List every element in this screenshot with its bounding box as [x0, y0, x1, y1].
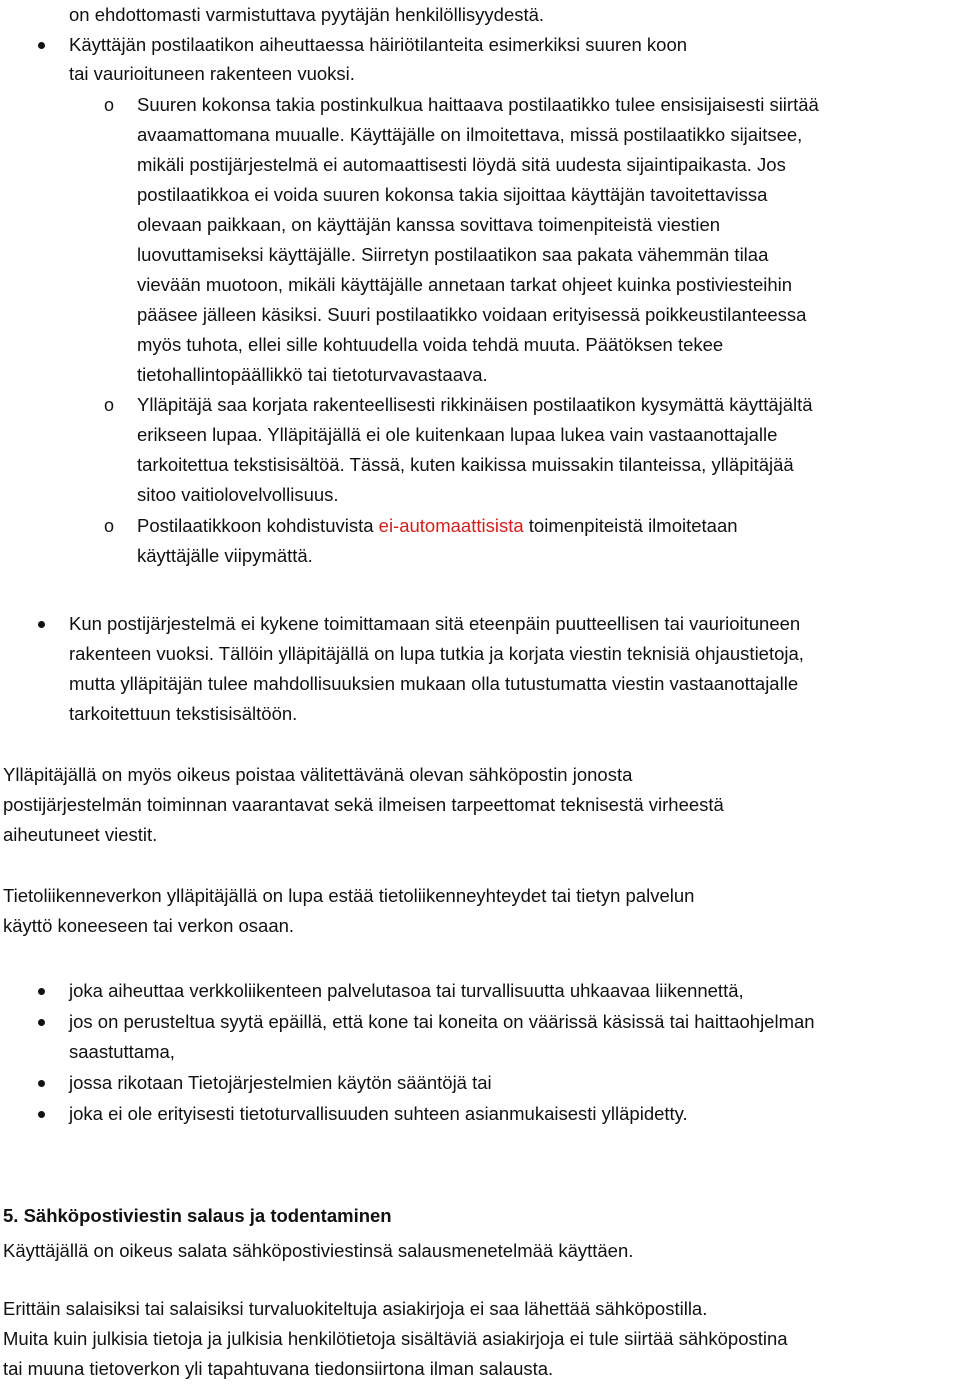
sub-item-line: mikäli postijärjestelmä ei automaattisesti löydä sitä uudesta sijaintipaikasta. Jos: [137, 154, 786, 175]
section-line: tai muuna tietoverkon yli tapahtuvana tiedonsiirtona ilman salausta.: [3, 1358, 554, 1379]
bullet-dot-icon: [38, 1080, 45, 1087]
bullet-dot-icon: [38, 42, 45, 49]
paragraph-line: Ylläpitäjällä on myös oikeus poistaa välitettävänä olevan sähköpostin jonosta: [3, 764, 633, 785]
sub-item-line: Ylläpitäjä saa korjata rakenteellisesti rikkinäisen postilaatikon kysymättä käyttäjältä: [137, 394, 813, 415]
section-line: Muita kuin julkisia tietoja ja julkisia henkilötietoja sisältäviä asiakirjoja ei tule siirtää sähköpostina: [3, 1328, 788, 1349]
highlighted-term: ei-automaattisista: [378, 515, 524, 536]
mailbox-bullet-line: Käyttäjän postilaatikon aiheuttaessa häiriötilanteita esimerkiksi suuren koon: [69, 34, 688, 55]
sub-item-line: vievään muotoon, mikäli käyttäjälle annetaan tarkat ohjeet kuinka postiviesteihin: [137, 274, 793, 295]
paragraph-line: postijärjestelmän toiminnan vaarantavat sekä ilmeisen tarpeettomat teknisestä virheestä: [3, 794, 724, 815]
sub-item-line: postilaatikkoa ei voida suuren kokonsa takia sijoittaa käyttäjän tavoitettavissa: [137, 184, 768, 205]
bullet-dot-icon: [38, 621, 45, 628]
sub-item-text: Postilaatikkoon kohdistuvista: [137, 515, 379, 536]
paragraph-line: aiheutuneet viestit.: [3, 824, 158, 845]
intro-line: on ehdottomasti varmistuttava pyytäjän henkilöllisyydestä.: [69, 4, 545, 25]
sub-item-line: tietohallintopäällikkö tai tietoturvavastaava.: [137, 364, 488, 385]
sub-item-line: käyttäjälle viipymättä.: [137, 545, 313, 566]
mailbox-bullet-line: tai vaurioituneen rakenteen vuoksi.: [69, 63, 355, 84]
sub-item-text: toimenpiteistä ilmoitetaan: [523, 515, 738, 536]
sub-item-line: sitoo vaitiolovelvollisuus.: [137, 484, 339, 505]
section-line: Erittäin salaisiksi tai salaisiksi turvaluokiteltuja asiakirjoja ei saa lähettää sähköpostilla.: [3, 1298, 708, 1319]
delivery-line: rakenteen vuoksi. Tällöin ylläpitäjällä on lupa tutkia ja korjata viestin teknisiä ohjaustietoja,: [69, 643, 804, 664]
circle-bullet-icon: o: [104, 95, 115, 115]
network-bullet-line: saastuttama,: [69, 1041, 175, 1062]
circle-bullet-icon: o: [104, 516, 115, 536]
bullet-dot-icon: [38, 1019, 45, 1026]
network-bullet-line: joka ei ole erityisesti tietoturvallisuuden suhteen asianmukaisesti ylläpidetty.: [69, 1103, 688, 1124]
sub-item-line: Suuren kokonsa takia postinkulkua haittaava postilaatikko tulee ensisijaisesti siirtää: [137, 94, 819, 115]
sub-item-line: olevaan paikkaan, on käyttäjän kanssa sovittava toimenpiteistä viestien: [137, 214, 721, 235]
paragraph-line: käyttö koneeseen tai verkon osaan.: [3, 915, 295, 936]
bullet-dot-icon: [38, 988, 45, 995]
sub-item-line: tarkoitettua tekstisisältöä. Tässä, kuten kaikissa muissakin tilanteissa, ylläpitäjää: [137, 454, 794, 475]
sub-item-line: myös tuhota, ellei sille kohtuudella voida tehdä muuta. Päätöksen tekee: [137, 334, 724, 355]
network-bullet-line: jos on perusteltua syytä epäillä, että kone tai koneita on väärissä käsissä tai haittaohjelman: [69, 1011, 815, 1032]
paragraph-line: Tietoliikenneverkon ylläpitäjällä on lupa estää tietoliikenneyhteydet tai tietyn palvelun: [3, 885, 695, 906]
sub-item-line: pääsee jälleen käsiksi. Suuri postilaatikko voidaan erityisessä poikkeustilanteessa: [137, 304, 807, 325]
sub-item-line: avaamattomana muualle. Käyttäjälle on ilmoitettava, missä postilaatikko sijaitsee,: [137, 124, 803, 145]
delivery-line: mutta ylläpitäjän tulee mahdollisuuksien mukaan olla tutustumatta viestin vastaanottajalle: [69, 673, 799, 694]
section-line: Käyttäjällä on oikeus salata sähköpostiviestinsä salausmenetelmää käyttäen.: [3, 1240, 634, 1261]
network-bullet-line: joka aiheuttaa verkkoliikenteen palvelutasoa tai turvallisuutta uhkaavaa liikennettä,: [69, 980, 744, 1001]
section-heading: 5. Sähköpostiviestin salaus ja todentaminen: [3, 1205, 392, 1226]
network-bullet-line: jossa rikotaan Tietojärjestelmien käytön sääntöjä tai: [69, 1072, 492, 1093]
delivery-line: tarkoitettuun tekstisisältöön.: [69, 703, 298, 724]
sub-item-line: luovuttamiseksi käyttäjälle. Siirretyn postilaatikon saa pakata vähemmän tilaa: [137, 244, 769, 265]
sub-item-line: [137, 511, 960, 541]
circle-bullet-icon: o: [104, 395, 115, 415]
delivery-line: Kun postijärjestelmä ei kykene toimittamaan sitä eteenpäin puutteellisen tai vaurioituneen: [69, 613, 801, 634]
bullet-dot-icon: [38, 1111, 45, 1118]
sub-item-line: erikseen lupaa. Ylläpitäjällä ei ole kuitenkaan lupaa lukea vain vastaanottajalle: [137, 424, 778, 445]
